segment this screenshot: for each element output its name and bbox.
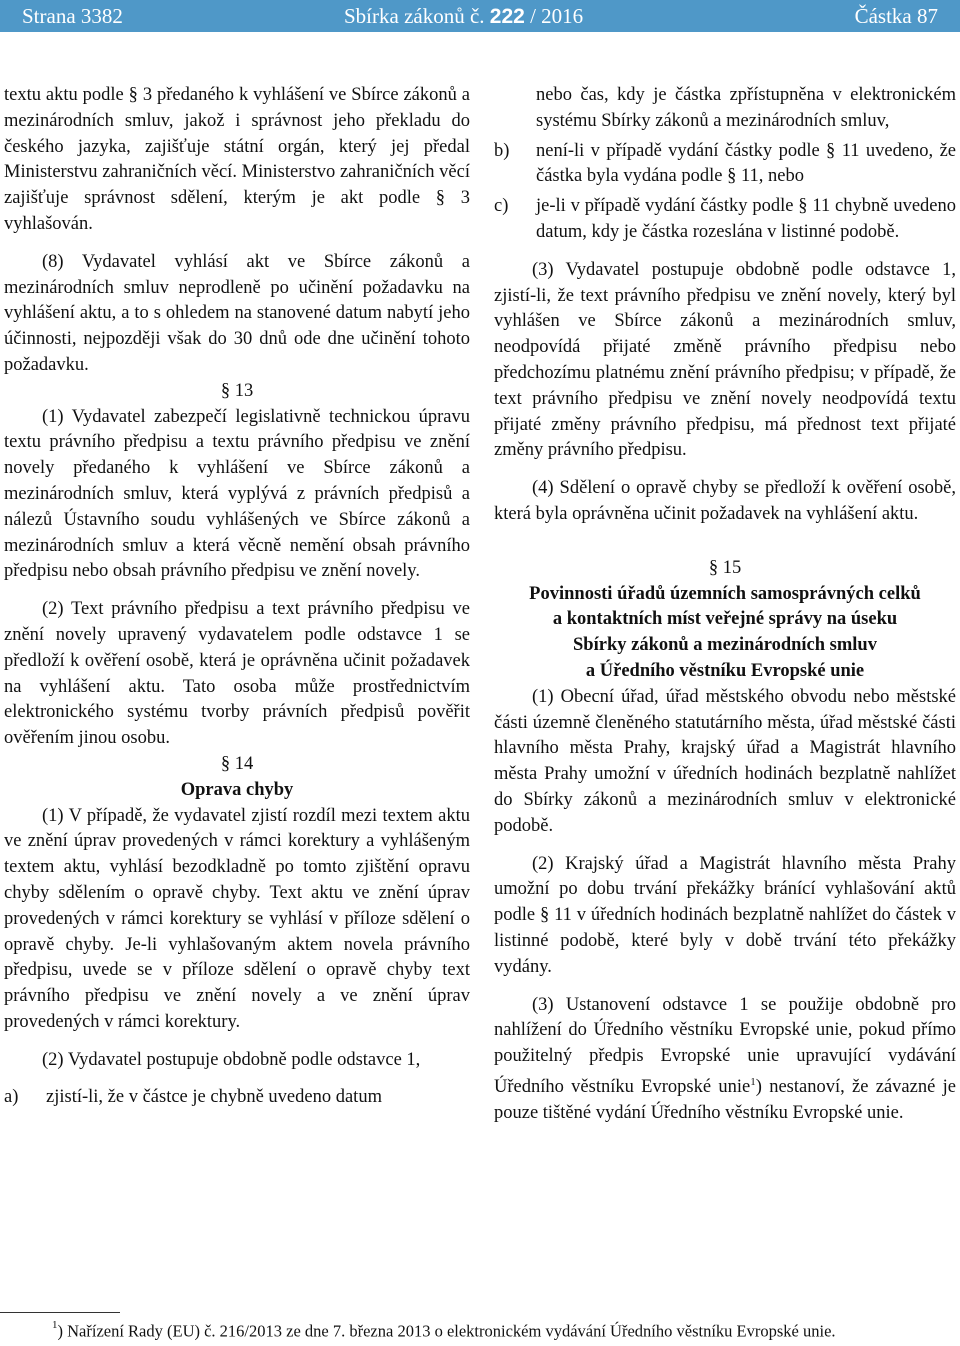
section-15-title-line-3: Sbírky zákonů a mezinárodních smluv [573,635,877,656]
paragraph-continuation: textu aktu podle § 3 předaného k vyhlášení ve Sbírce zákonů a mezinárodních smluv, jakož i správnost jeho překladu do českého jazyka, zajišťuje státní orgán, který jej předal Ministerstvu zahraničních věcí. Ministerstvo zahraničních věcí zajišťuje správnost sdělení, kterým je akt podle § 3 vyhlašován. [4,85,470,234]
s15-paragraph-3 [494,993,956,1127]
footnote-reference[interactable]: 1 [750,1075,756,1088]
list-item-text: je-li v případě vydání částky podle § 11 chybně uvedeno datum, kdy je částka rozeslána v listinné podobě. [536,196,956,242]
paragraph-8: (8) Vydavatel vyhlásí akt ve Sbírce zákonů a mezinárodních smluv neprodleně po učinění požadavku na vyhlášení aktu, a to s ohledem na stanovené datum nabytí jeho účinnosti, nejpozději však do 30 dnů ode dne učinění tohoto požadavku. [4,251,470,375]
section-14-title: Oprava chyby [180,779,294,800]
right-column [494,83,956,1127]
s14-paragraph-3: (3) Vydavatel postupuje obdobně podle odstavce 1, zjistí-li, že text právního předpisu ve znění novely, který byl vyhlášen ve Sbírce zákonů a mezinárodních smluv, neodpovídá přijaté změně právního předpisu nebo předchozímu platnému znění právního předpisu; v případě, že text právního předpisu ve znění novely neodpovídá textu přijaté změny právního předpisu, má přednost text přijaté změny právního předpisu. [494,259,956,461]
page-header [0,0,960,32]
footnote-mark: 1 [52,1319,58,1331]
section-15-heading: § 15 [708,557,742,578]
issue-year: / 2016 [530,4,584,28]
s15-paragraph-1: (1) Obecní úřad, úřad městského obvodu nebo městské části územně členěného statutárního města, úřad městské části hlavního města Prahy, krajský úřad a Magistrát hlavního města Prahy umožní v úředních hodinách bezplatně nahlížet do Sbírky zákonů a mezinárodních smluv v elektronické podobě. [494,686,956,836]
left-column [4,83,470,1111]
s15-paragraph-3-text-end: ) nestanoví, že závazné je pouze tištěné vydání Úředního věstníku Evropské unie. [494,1077,956,1123]
list-item-label: c) [494,196,509,217]
section-13-heading: § 13 [220,380,254,401]
section-15-title-line-1: Povinnosti úřadů územních samosprávných celků [529,583,921,604]
footnote [0,1321,960,1342]
list-item-a-continued [494,83,956,135]
footnote-text: ) Nařízení Rady (EU) č. 216/2013 ze dne 7. března 2013 o elektronickém vydávání Úředního věstníku Evropské unie. [57,1321,836,1341]
part-number: Částka 87 [854,4,938,28]
section-15-title-line-2: a kontaktních míst veřejné správy na úseku [552,609,898,630]
section-15-title-line-4: a Úředního věstníku Evropské unie [585,660,865,681]
list-item-b [494,139,956,191]
s13-paragraph-2: (2) Text právního předpisu a text právního předpisu ve znění novely upravený vydavatelem podle odstavce 1 se předloží k ověření osobě, která je oprávněna učinit požadavek na vyhlášení aktu. Tato osoba může prostřednictvím elektronického systému tvorby právních předpisů pověřit ověřením jinou osobu. [4,599,470,749]
collection-title [344,4,583,29]
s13-paragraph-1: (1) Vydavatel zabezpečí legislativně technickou úpravu textu právního předpisu a textu právního předpisu ve znění novely předaného k vyhlášení ve Sbírce zákonů a mezinárodních smluv, která vyplývá z právních předpisů a nálezů Ústavního soudu vyhlášených ve Sbírce zákonů a mezinárodních smluv a která věcně nemění obsah právního předpisu nebo obsah právního předpisu ve znění novely. [4,406,470,582]
footnote-rule [0,1312,120,1313]
list-item-text: není-li v případě vydání částky podle § 11 uvedeno, že částka byla vydána podle § 11, nebo [536,140,956,187]
list-item-label: a) [4,1087,19,1108]
s15-paragraph-2: (2) Krajský úřad a Magistrát hlavního města Prahy umožní po dobu trvání překážky bránící vyhlašování aktů podle § 11 v úředních hodinách bezplatně nahlížet do částek v listinné podobě, které byly v době trvání této překážky vydány. [494,853,956,977]
list-item-label: b) [494,140,510,161]
s14-paragraph-1: (1) V případě, že vydavatel zjistí rozdíl mezi textem aktu ve znění úprav provedených v rámci korektury a vyhlášeným textem aktu, vyhlásí bezodkladně po tomto zjištění opravu chyby sdělením o opravě chyby. Text aktu ve znění úprav provedených v rámci korektury se vyhlásí v příloze sdělení o opravě chyby. Je-li vyhlašovaným aktem novela právního předpisu, uvede se v příloze sdělení o opravě chyby text právního předpisu ve znění novely a ve znění úprav provedených v rámci korektury. [4,805,470,1032]
list-item-text: zjistí-li, že v částce je chybně uvedeno datum [46,1087,382,1108]
page-number: Strana 3382 [22,4,123,28]
collection-name: Sbírka zákonů č. [344,4,485,28]
issue-number: 222 [489,5,525,28]
list-item-c [494,194,956,246]
s14-paragraph-2: (2) Vydavatel postupuje obdobně podle odstavce 1, [42,1049,421,1070]
section-14-heading: § 14 [220,753,254,774]
list-item-a [4,1085,470,1111]
s14-paragraph-4: (4) Sdělení o opravě chyby se předloží k ověření osobě, která byla oprávněna učinit požadavek na vyhlášení aktu. [494,478,956,524]
s15-paragraph-3-text: (3) Ustanovení odstavce 1 se použije obdobně pro nahlížení do Úředního věstníku Evropské unie, pokud přímo použitelný předpis Evropské unie upravující vydávání Úředního věstníku Evropské unie [494,994,956,1098]
list-item-text: nebo čas, kdy je částka zpřístupněna v elektronickém systému Sbírky zákonů a mezinárodních smluv, [536,85,956,131]
